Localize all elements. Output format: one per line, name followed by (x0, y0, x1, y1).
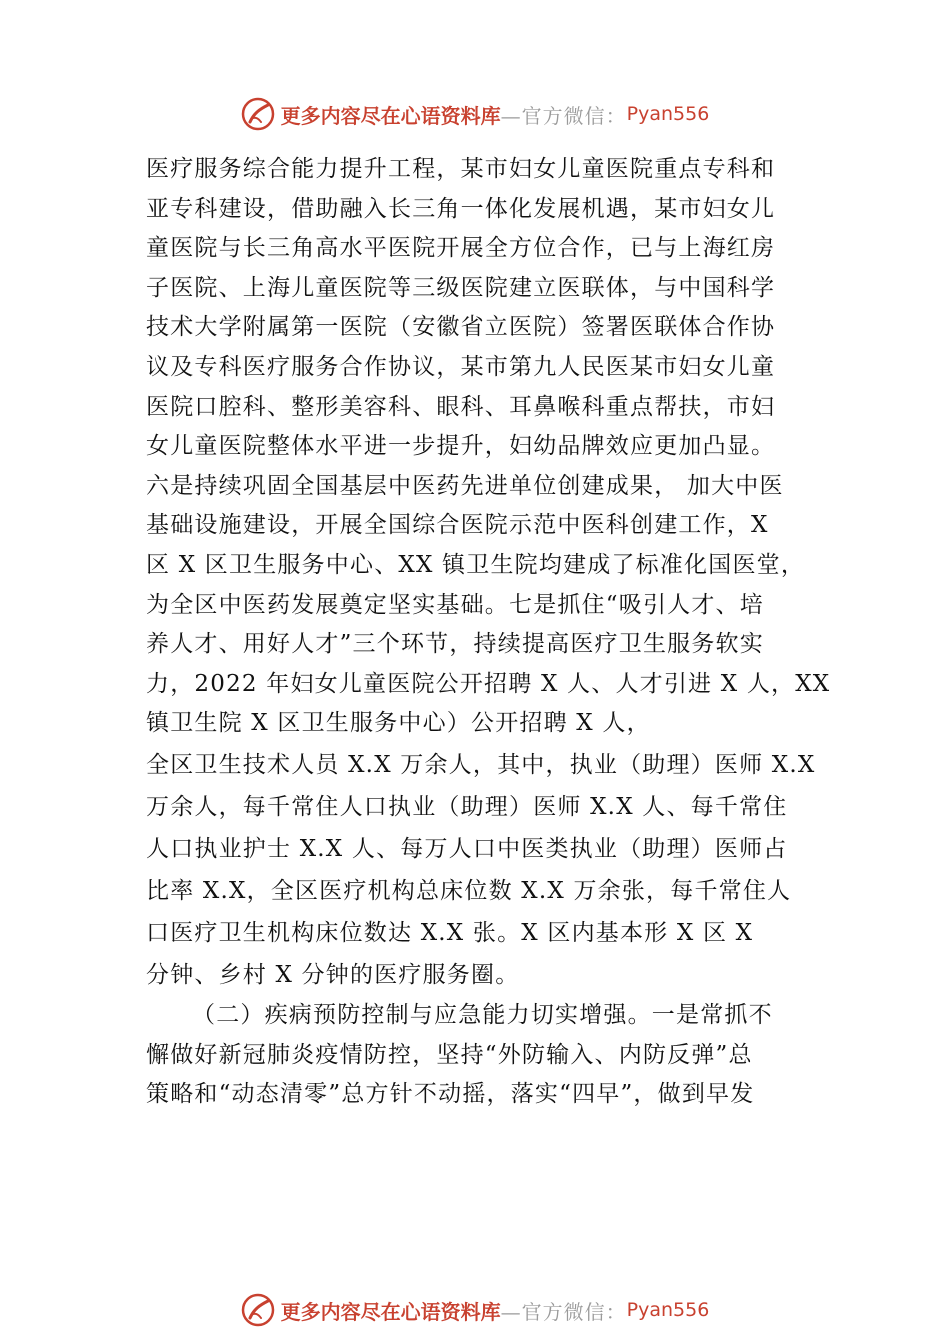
text-line: 童医院与长三角高水平医院开展全方位合作，已与上海红房 (146, 235, 776, 262)
text-line: 议及专科医疗服务合作协议，某市第九人民医某市妇女儿童 (146, 353, 776, 380)
text-line: 女儿童医院整体水平进一步提升，妇幼品牌效应更加凸显。 (146, 433, 776, 460)
text-line: 比率 X.X，全区医疗机构总床位数 X.X 万余张，每千常住人 (146, 877, 792, 904)
text-line: 子医院、上海儿童医院等三级医院建立医联体，与中国科学 (146, 274, 776, 301)
text-line: 人口执业护士 X.X 人、每万人口中医类执业（助理）医师占 (146, 835, 788, 862)
paragraph-block-2 (146, 744, 826, 996)
text-line: 基础设施建设，开展全国综合医院示范中医科创建工作，X (146, 512, 769, 539)
text-line: 懈做好新冠肺炎疫情防控，坚持“外防输入、内防反弹”总 (146, 1041, 753, 1068)
section-heading-line: （二）疾病预防控制与应急能力切实增强。一是常抓不 (192, 1001, 773, 1028)
brush-logo-icon (241, 97, 275, 131)
text-line: 镇卫生院 X 区卫生服务中心）公开招聘 X 人， (146, 710, 651, 737)
text-line: 亚专科建设，借助融入长三角一体化发展机遇，某市妇女儿 (146, 195, 776, 222)
watermark-brand: 更多内容尽在心语资料库 (280, 1299, 501, 1324)
text-line: 口医疗卫生机构床位数达 X.X 张。X 区内基本形 X 区 X (146, 919, 754, 946)
text-line: 养人才、用好人才”三个环节，持续提高医疗卫生服务软实 (146, 631, 764, 658)
watermark-footer (0, 1290, 950, 1330)
text-line: 全区卫生技术人员 X.X 万余人，其中，执业（助理）医师 X.X (146, 751, 816, 778)
watermark-wechat-id: Pyan556 (626, 103, 710, 125)
watermark-brand: 更多内容尽在心语资料库 (280, 103, 501, 128)
text-line: 区 X 区卫生服务中心、XX 镇卫生院均建成了标准化国医堂， (146, 551, 806, 578)
watermark-wechat-id: Pyan556 (626, 1299, 710, 1321)
text-line: 分钟、乡村 X 分钟的医疗服务圈。 (146, 961, 520, 988)
watermark-label: —官方微信： (500, 103, 627, 128)
text-line: 为全区中医药发展奠定坚实基础。七是抓住“吸引人才、培 (146, 591, 764, 618)
text-line: 万余人，每千常住人口执业（助理）医师 X.X 人、每千常住 (146, 793, 788, 820)
watermark-header (0, 94, 950, 134)
paragraph-block-1 (146, 150, 831, 744)
text-line: 六是持续巩固全国基层中医药先进单位创建成果， 加大中医 (146, 472, 784, 499)
text-line: 技术大学附属第一医院（安徽省立医院）签署医联体合作协 (146, 314, 776, 341)
paragraph-block-3 (146, 996, 826, 1115)
brush-logo-icon (241, 1293, 275, 1327)
watermark-label: —官方微信： (500, 1299, 627, 1324)
text-line: 医院口腔科、整形美容科、眼科、耳鼻喉科重点帮扶，市妇 (146, 393, 776, 420)
text-line: 力，2022 年妇女儿童医院公开招聘 X 人、人才引进 X 人，XX (146, 670, 831, 697)
text-line: 策略和“动态清零”总方针不动摇，落实“四早”，做到早发 (146, 1081, 755, 1108)
document-body (146, 150, 831, 1115)
text-line: 医疗服务综合能力提升工程，某市妇女儿童医院重点专科和 (146, 156, 776, 182)
